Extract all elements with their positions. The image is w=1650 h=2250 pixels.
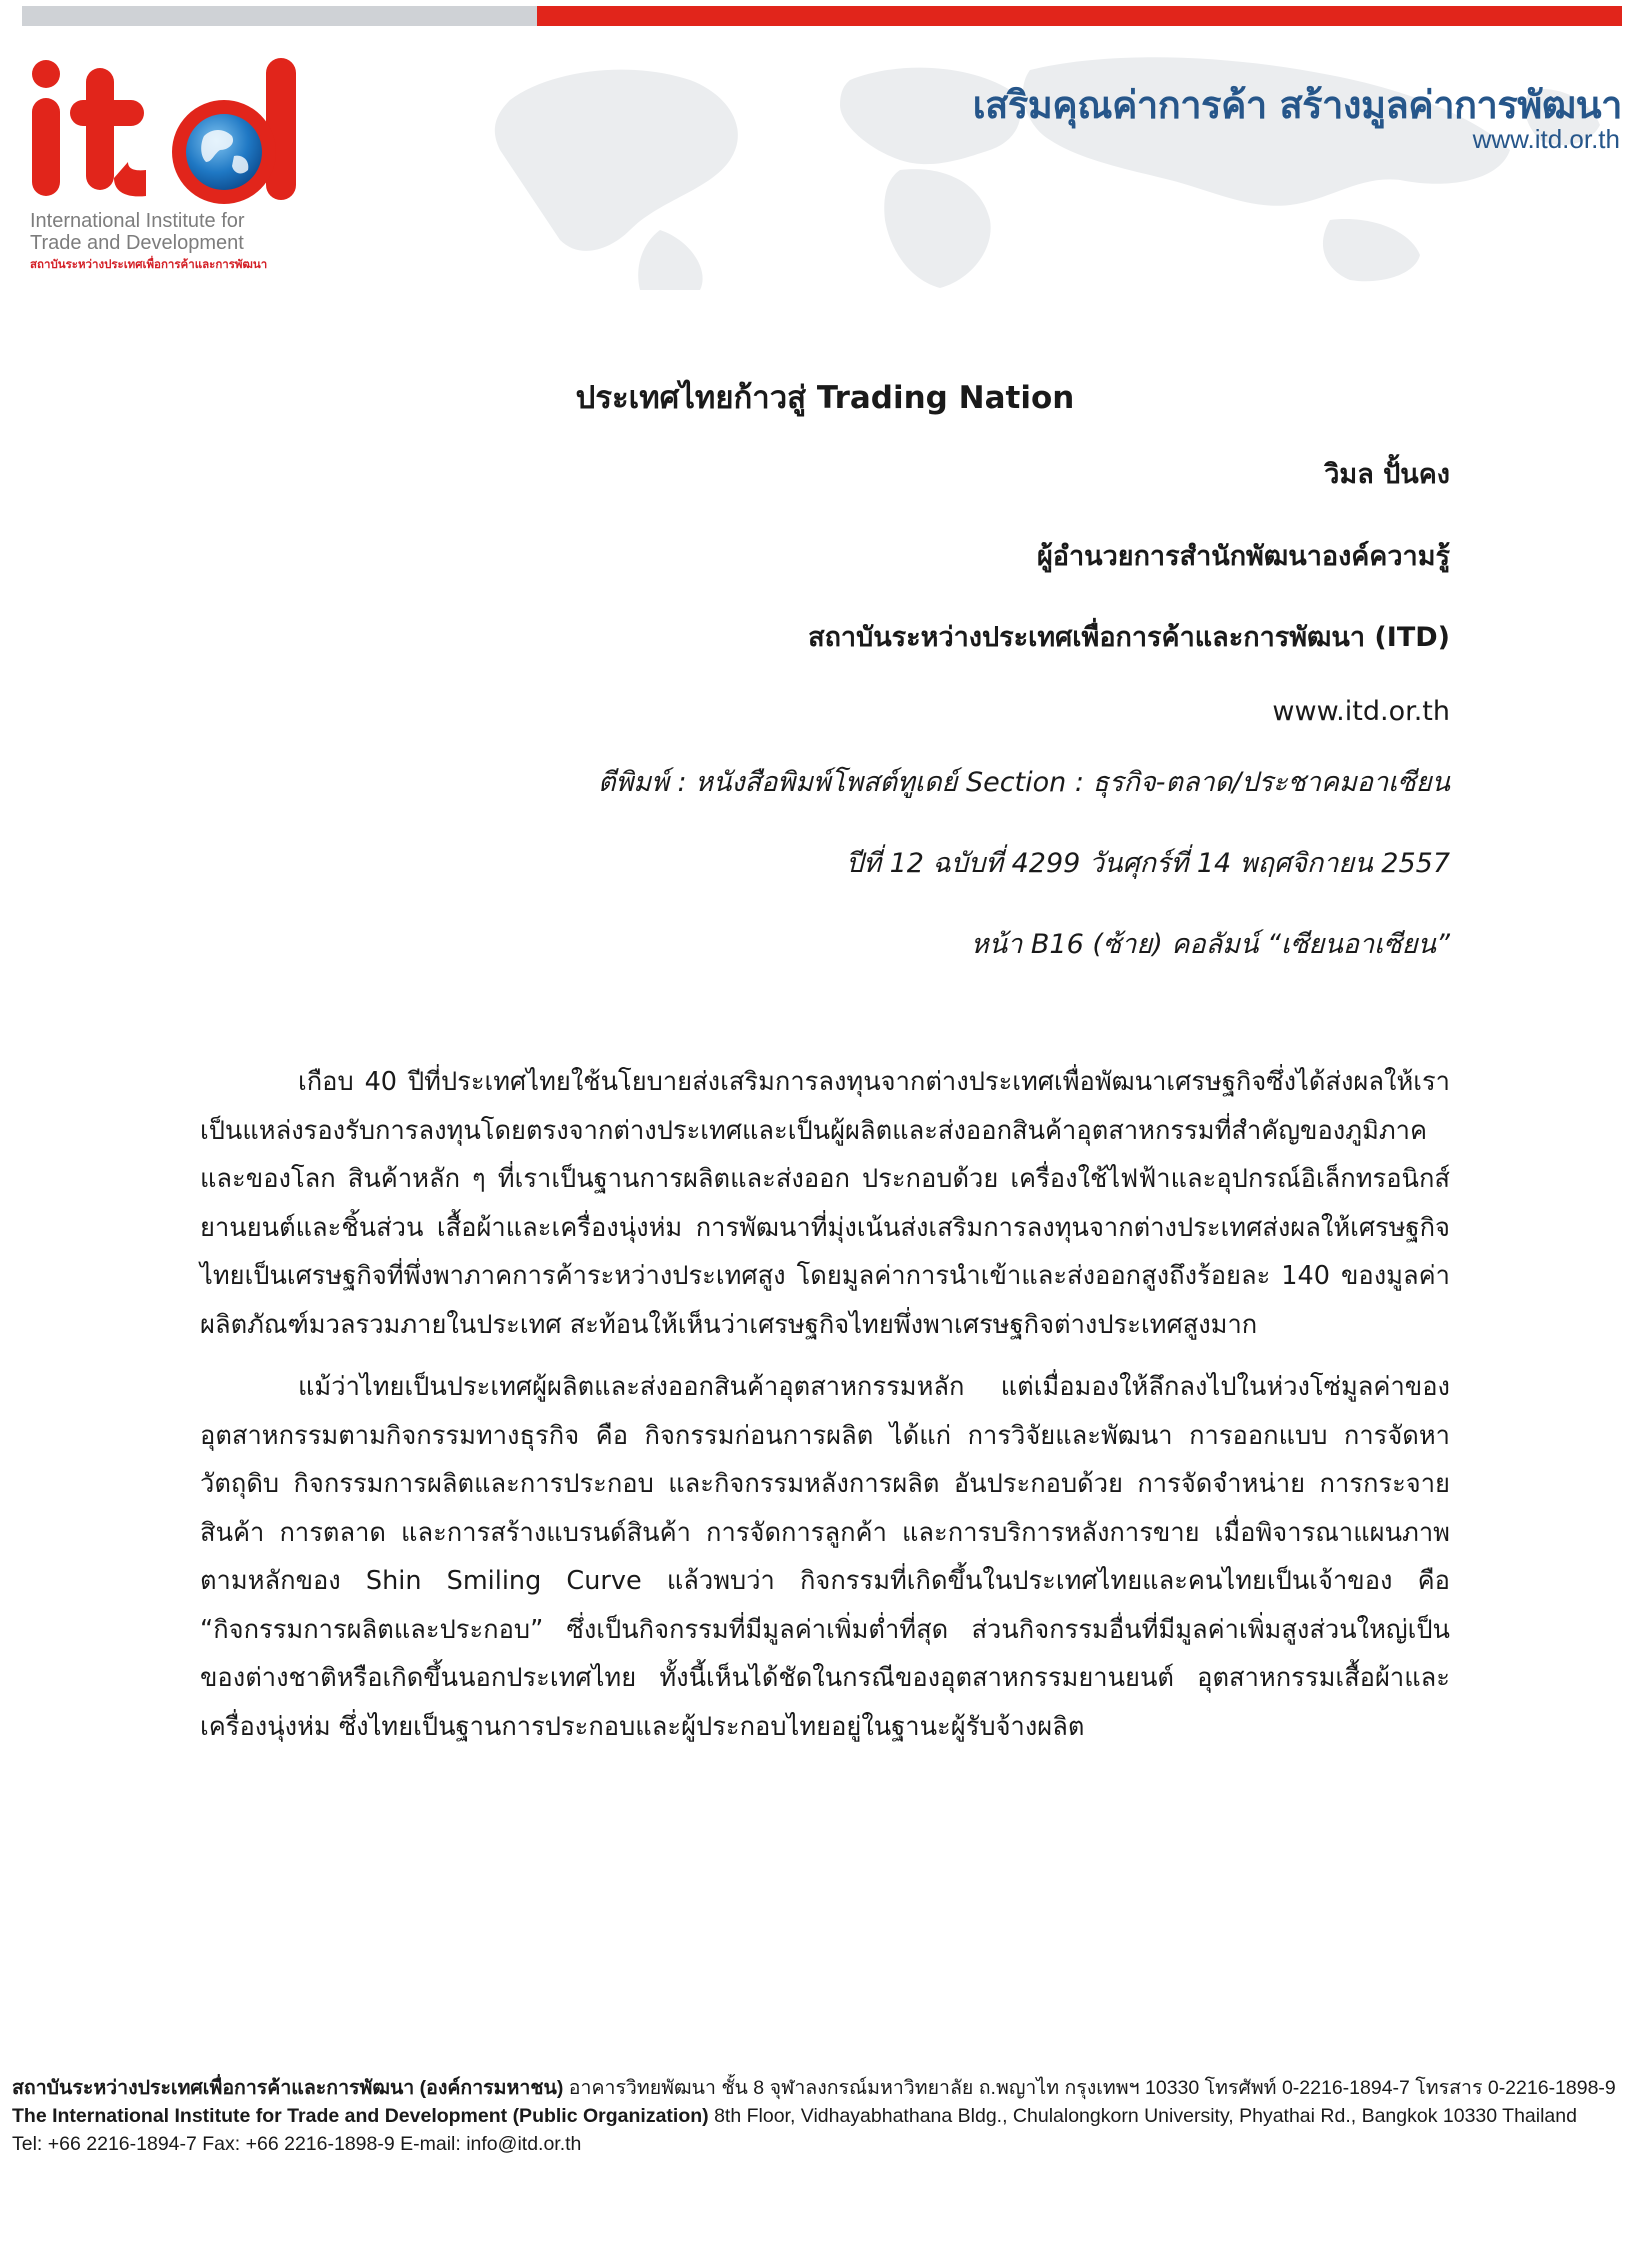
footer-contact: Tel: +66 2216-1894-7 Fax: +66 2216-1898-9 E-mail: info@itd.or.th [12,2133,582,2155]
logo-subtitle-line1: International Institute for [30,210,245,232]
author-website: www.itd.or.th [1272,696,1450,727]
author-name: วิมล ปั้นคง [1324,459,1450,490]
footer-org-english: The International Institute for Trade and Development (Public Organization) [12,2105,709,2127]
footer-address-thai: อาคารวิทยพัฒนา ชั้น 8 จุฬาลงกรณ์มหาวิทยาลัย ถ.พญาไท กรุงเทพฯ 10330 โทรศัพท์ 0-2216-1894-7 โทรสาร 0-2216-1898-9 [563,2077,1616,2099]
itd-logo [28,58,298,278]
logo-subtitle-thai: สถาบันระหว่างประเทศเพื่อการค้าและการพัฒนา [30,257,268,271]
footer-org-thai: สถาบันระหว่างประเทศเพื่อการค้าและการพัฒนา (องค์การมหาชน) [12,2077,564,2099]
page-column-info: หน้า B16 (ซ้าย) คอลัมน์ “เซียนอาเซียน” [970,929,1450,960]
author-organization: สถาบันระหว่างประเทศเพื่อการค้าและการพัฒนา (ITD) [808,622,1450,653]
footer-line-thai [12,2074,1642,2102]
header-bar-grey [22,6,537,26]
article-title: ประเทศไทยก้าวสู่ Trading Nation [575,380,1075,416]
footer-address-english: 8th Floor, Vidhayabhathana Bldg., Chulalongkorn University, Phyathai Rd., Bangkok 10330 Thailand [708,2105,1577,2127]
issue-info: ปีที่ 12 ฉบับที่ 4299 วันศุกร์ที่ 14 พฤศจิกายน 2557 [846,848,1450,879]
article-paragraph: เกือบ 40 ปีที่ประเทศไทยใช้นโยบายส่งเสริมการลงทุนจากต่างประเทศเพื่อพัฒนาเศรษฐกิจซึ่งได้ส่งผลให้เราเป็นแหล่งรองรับการลงทุนโดยตรงจากต่างประเทศและเป็นผู้ผลิตและส่งออกสินค้าอุตสาหกรรมที่สำคัญของภูมิภาคและของโลก สินค้าหลัก ๆ ที่เราเป็นฐานการผลิตและส่งออก ประกอบด้วย เครื่องใช้ไฟฟ้าและอุปกรณ์อิเล็กทรอนิกส์ ยานยนต์และชิ้นส่วน เสื้อผ้าและเครื่องนุ่งห่ม การพัฒนาที่มุ่งเน้นส่งเสริมการลงทุนจากต่างประเทศส่งผลให้เศรษฐกิจไทยเป็นเศรษฐกิจที่พึ่งพาภาคการค้าระหว่างประเทศสูง โดยมูลค่าการนำเข้าและส่งออกสูงถึงร้อยละ 140 ของมูลค่าผลิตภัณฑ์มวลรวมภายในประเทศ สะท้อนให้เห็นว่าเศรษฐกิจไทยพึ่งพาเศรษฐกิจต่างประเทศสูงมาก [200,1067,1450,1340]
footer-line-english [12,2102,1642,2130]
article-paragraph: แม้ว่าไทยเป็นประเทศผู้ผลิตและส่งออกสินค้าอุตสาหกรรมหลัก แต่เมื่อมองให้ลึกลงไปในห่วงโซ่มูลค่าของอุตสาหกรรมตามกิจกรรมทางธุรกิจ คือ กิจกรรมก่อนการผลิต ได้แก่ การวิจัยและพัฒนา การออกแบบ การจัดหาวัตถุดิบ กิจกรรมการผลิตและการประกอบ และกิจกรรมหลังการผลิต อันประกอบด้วย การจัดจำหน่าย การกระจายสินค้า การตลาด และการสร้างแบรนด์สินค้า การจัดการลูกค้า และการบริการหลังการขาย เมื่อพิจารณาแผนภาพตามหลักของ Shin Smiling Curve แล้วพบว่า กิจกรรมที่เกิดขึ้นในประเทศไทยและคนไทยเป็นเจ้าของ คือ “กิจกรรมการผลิตและประกอบ” ซึ่งเป็นกิจกรรมที่มีมูลค่าเพิ่มต่ำที่สุด ส่วนกิจกรรมอื่นที่มีมูลค่าเพิ่มสูงส่วนใหญ่เป็นของต่างชาติหรือเกิดขึ้นนอกประเทศไทย ทั้งนี้เห็นได้ชัดในกรณีของอุตสาหกรรมยานยนต์ อุตสาหกรรมเสื้อผ้าและเครื่องนุ่งห่ม ซึ่งไทยเป็นฐานการประกอบและผู้ประกอบไทยอยู่ในฐานะผู้รับจ้างผลิต [200,1372,1450,1742]
publication-info: ตีพิมพ์ : หนังสือพิมพ์โพสต์ทูเดย์ Section : ธุรกิจ-ตลาด/ประชาคมอาเซียน [597,767,1450,798]
logo-subtitle-line2: Trade and Development [30,232,244,254]
world-map-watermark [430,30,1630,290]
header-website: www.itd.or.th [1472,124,1620,154]
header-slogan: เสริมคุณค่าการค้า สร้างมูลค่าการพัฒนา [972,83,1622,127]
author-position: ผู้อำนวยการสำนักพัฒนาองค์ความรู้ [1036,541,1450,572]
article-body [200,1058,1450,1765]
page-footer [12,2074,1642,2158]
header-bar-red [537,6,1622,26]
itd-logo-mark [28,58,298,208]
header-color-bar [22,6,1622,26]
